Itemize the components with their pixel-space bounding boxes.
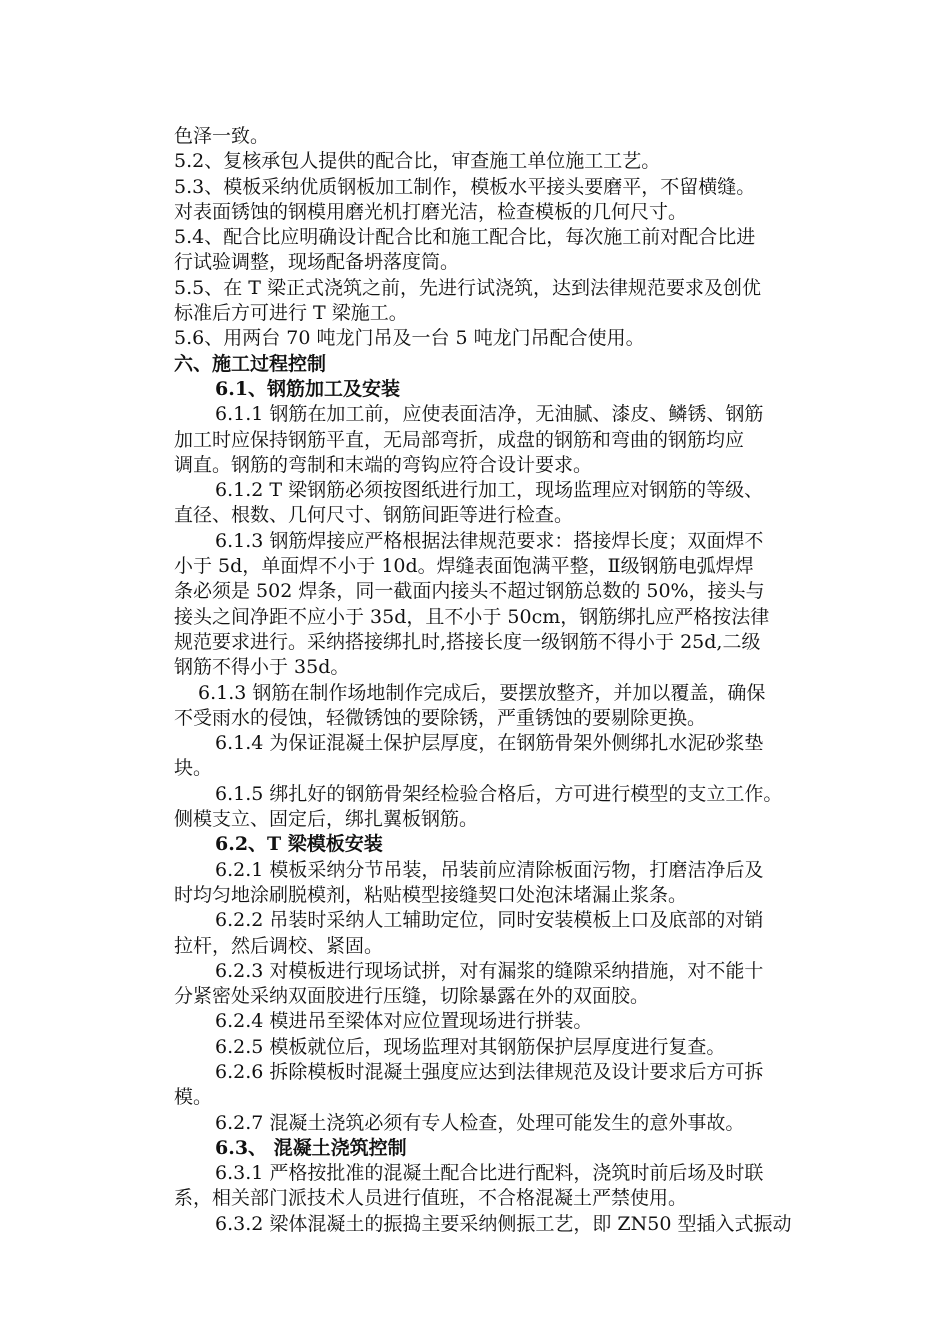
body-text-line: 块。 xyxy=(174,757,213,780)
paragraph-first-line: 6.2.7 混凝土浇筑必须有专人检查，处理可能发生的意外事故。 xyxy=(215,1111,745,1134)
body-text-line: 系，相关部门派技术人员进行值班，不合格混凝土严禁使用。 xyxy=(174,1187,688,1210)
body-text-line: 钢筋不得小于 35d。 xyxy=(174,656,350,679)
paragraph-first-line: 6.1.2 T 梁钢筋必须按图纸进行加工，现场监理应对钢筋的等级、 xyxy=(215,479,764,502)
paragraph-first-line: 6.2.1 模板采纳分节吊装，吊装前应清除板面污物，打磨洁净后及 xyxy=(215,858,764,881)
body-text-line: 加工时应保持钢筋平直，无局部弯折，成盘的钢筋和弯曲的钢筋均应 xyxy=(174,428,745,451)
paragraph-first-line: 6.1.3 钢筋焊接应严格根据法律规范要求：搭接焊长度；双面焊不 xyxy=(215,529,764,552)
paragraph-first-line: 6.2.2 吊装时采纳人工辅助定位，同时安装模板上口及底部的对销 xyxy=(215,909,764,932)
body-text-line: 模。 xyxy=(174,1086,213,1109)
body-text-line: 直径、根数、几何尺寸、钢筋间距等进行检查。 xyxy=(174,504,574,527)
paragraph-first-line: 6.1.1 钢筋在加工前，应使表面洁净，无油腻、漆皮、鳞锈、钢筋 xyxy=(215,403,764,426)
subsection-heading: 6.3、 混凝土浇筑控制 xyxy=(215,1136,407,1159)
body-text-line: 调直。钢筋的弯制和末端的弯钩应符合设计要求。 xyxy=(174,453,593,476)
body-text-line: 5.3、模板采纳优质钢板加工制作，模板水平接头要磨平，不留横缝。 xyxy=(174,175,756,198)
subsection-heading: 6.1、钢筋加工及安装 xyxy=(215,377,401,400)
body-text-line: 规范要求进行。采纳搭接绑扎时,搭接长度一级钢筋不得小于 25d,二级 xyxy=(174,630,761,653)
body-text-line: 接头之间净距不应小于 35d，且不小于 50cm，钢筋绑扎应严格按法律 xyxy=(174,605,770,628)
document-body xyxy=(174,124,868,1237)
paragraph-first-line: 6.3.1 严格按批准的混凝土配合比进行配料，浇筑时前后场及时联 xyxy=(215,1162,764,1185)
body-text-line: 侧模支立、固定后，绑扎翼板钢筋。 xyxy=(174,808,479,831)
body-text-line: 5.2、复核承包人提供的配合比，审查施工单位施工工艺。 xyxy=(174,150,661,173)
paragraph-first-line: 6.1.3 钢筋在制作场地制作完成后，要摆放整齐，并加以覆盖，确保 xyxy=(198,681,766,704)
body-text-line: 5.6、用两台 70 吨龙门吊及一台 5 吨龙门吊配合使用。 xyxy=(174,327,645,350)
paragraph-first-line: 6.1.5 绑扎好的钢筋骨架经检验合格后，方可进行模型的支立工作。 xyxy=(215,782,783,805)
paragraph-first-line: 6.3.2 梁体混凝土的振捣主要采纳侧振工艺，即 ZN50 型插入式振动 xyxy=(215,1212,792,1235)
body-text-line: 5.5、在 T 梁正式浇筑之前，先进行试浇筑，达到法律规范要求及创优 xyxy=(174,276,761,299)
body-text-line: 小于 5d，单面焊不小于 10d。焊缝表面饱满平整，Ⅱ级钢筋电弧焊焊 xyxy=(174,555,754,578)
body-text-line: 拉杆，然后调校、紧固。 xyxy=(174,934,384,957)
paragraph-first-line: 6.1.4 为保证混凝土保护层厚度，在钢筋骨架外侧绑扎水泥砂浆垫 xyxy=(215,732,764,755)
body-text-line: 条必须是 502 焊条，同一截面内接头不超过钢筋总数的 50%，接头与 xyxy=(174,580,765,603)
body-text-line: 不受雨水的侵蚀，轻微锈蚀的要除锈，严重锈蚀的要剔除更换。 xyxy=(174,706,707,729)
body-text-line: 5.4、配合比应明确设计配合比和施工配合比，每次施工前对配合比进 xyxy=(174,226,756,249)
body-text-line: 时均匀地涂刷脱模剂，粘贴模型接缝契口处泡沫堵漏止浆条。 xyxy=(174,883,688,906)
paragraph-first-line: 6.2.5 模板就位后，现场监理对其钢筋保护层厚度进行复查。 xyxy=(215,1035,726,1058)
body-text-line: 行试验调整，现场配备坍落度筒。 xyxy=(174,251,460,274)
body-text-line: 标准后方可进行 T 梁施工。 xyxy=(174,302,408,325)
body-text-line: 分紧密处采纳双面胶进行压缝，切除暴露在外的双面胶。 xyxy=(174,985,650,1008)
body-text-line: 对表面锈蚀的钢模用磨光机打磨光洁，检查模板的几何尺寸。 xyxy=(174,200,688,223)
body-text-line: 色泽一致。 xyxy=(174,125,270,147)
paragraph-first-line: 6.2.6 拆除模板时混凝土强度应达到法律规范及设计要求后方可拆 xyxy=(215,1060,764,1083)
paragraph-first-line: 6.2.4 模进吊至梁体对应位置现场进行拼装。 xyxy=(215,1010,593,1033)
subsection-heading: 6.2、T 梁模板安装 xyxy=(215,833,383,856)
paragraph-first-line: 6.2.3 对模板进行现场试拼，对有漏浆的缝隙采纳措施，对不能十 xyxy=(215,959,764,982)
section-heading: 六、施工过程控制 xyxy=(174,352,327,375)
